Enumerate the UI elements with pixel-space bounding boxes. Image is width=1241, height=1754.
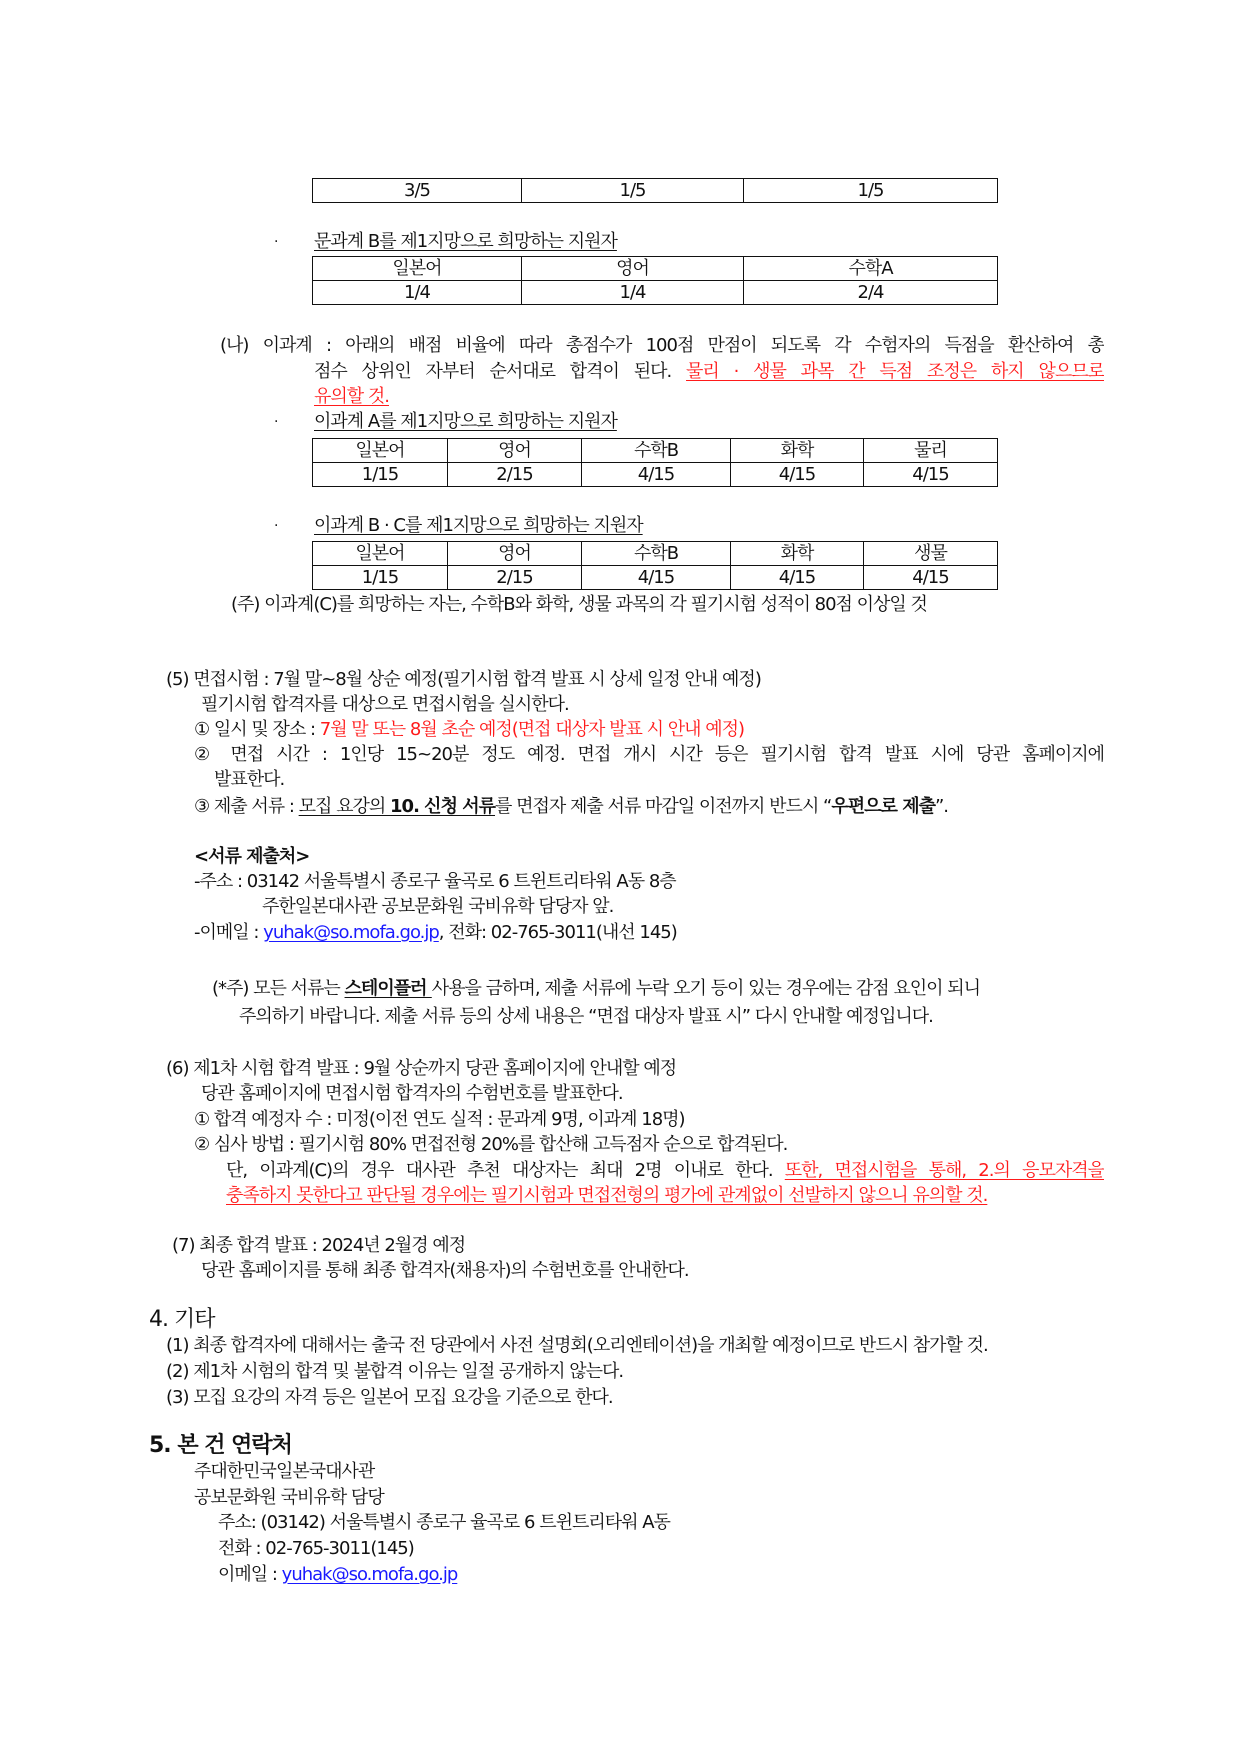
science-bc-label: 이과계 B · C를 제1지망으로 희망하는 지원자: [314, 515, 643, 536]
interview-desc: 필기시험 합격자를 대상으로 면접시험을 실시한다.: [201, 694, 569, 715]
table-cell: 1/5: [744, 179, 998, 203]
note-stapler: 스테이플러: [344, 978, 432, 999]
documents-ref: [299, 796, 495, 817]
science-warning-cont: 유의할 것.: [314, 386, 389, 407]
science-intro-line2: [314, 360, 1104, 384]
bullet: ·: [274, 414, 278, 430]
table-cell: 4/15: [731, 566, 864, 590]
submit-contact: [194, 921, 677, 945]
final-result-desc: 당관 홈페이지를 통해 최종 합격자(채용자)의 수험번호를 안내한다.: [201, 1260, 689, 1281]
table-row: [313, 566, 998, 590]
interview-item-datetime: [194, 718, 744, 742]
etc-item: (1) 최종 합격자에 대해서는 출국 전 당관에서 사전 설명회(오리엔테이션)을 개최할 예정이므로 반드시 참가할 것.: [166, 1335, 988, 1356]
table-cell: 1/15: [313, 463, 448, 487]
table-header: 화학: [731, 439, 864, 463]
bullet: ·: [274, 234, 278, 250]
first-result-item-method: ② 심사 방법 : 필기시험 80% 면접전형 20%를 합산해 고득점자 순으로 합격된다.: [194, 1134, 788, 1155]
interview-item-time-cont: 발표한다.: [214, 769, 285, 790]
item-label: ① 일시 및 장소 :: [194, 719, 320, 740]
table-cell: 4/15: [864, 463, 998, 487]
table-cell: 2/15: [448, 463, 582, 487]
method-warning: 또한, 면접시험을 통해, 2.의 응모자격을: [784, 1160, 1104, 1181]
table-header: 수학B: [582, 542, 731, 566]
email-label: 이메일 :: [218, 1564, 282, 1585]
documents-ref-bold: 10. 신청 서류: [390, 796, 496, 817]
table-header-row: [313, 542, 998, 566]
table-cell: 1/15: [313, 566, 448, 590]
table-row: [313, 179, 998, 203]
email-link[interactable]: yuhak@so.mofa.go.jp: [263, 922, 439, 943]
table-cell: 4/15: [582, 463, 731, 487]
documents-note-cont: 주의하기 바랍니다. 제출 서류 등의 상세 내용은 “면접 대상자 발표 시” 다시 안내할 예정입니다.: [239, 1006, 933, 1027]
table-cell: 1/4: [313, 281, 522, 305]
table-cell: 2/4: [744, 281, 998, 305]
item-value: 7월 말 또는 8월 초순 예정(면접 대상자 발표 시 안내 예정): [319, 719, 745, 740]
first-result-item-count: ① 합격 예정자 수 : 미정(이전 연도 실적 : 문과계 9명, 이과계 18명): [194, 1109, 685, 1130]
final-result-title: (7) 최종 합격 발표 : 2024년 2월경 예정: [172, 1235, 466, 1256]
method-text: 단, 이과계(C)의 경우 대사관 추천 대상자는 최대 2명 이내로 한다.: [226, 1160, 785, 1181]
etc-item: (3) 모집 요강의 자격 등은 일본어 모집 요강을 기준으로 한다.: [166, 1387, 613, 1408]
table-cell: 4/15: [582, 566, 731, 590]
first-result-method-cont: [226, 1159, 1104, 1183]
documents-note: [212, 977, 980, 1001]
science-a-label: 이과계 A를 제1지망으로 희망하는 지원자: [314, 411, 617, 432]
table-header: 수학B: [582, 439, 731, 463]
contact-phone: 전화 : 02-765-3011(145): [218, 1538, 414, 1559]
documents-emphasis: 우편으로 제출: [831, 796, 935, 817]
science-intro-text: 점수 상위인 자부터 순서대로 합격이 된다.: [314, 361, 672, 382]
science-intro-line1: (나) 이과계 : 아래의 배점 비율에 따라 총점수가 100점 만점이 되도록 각 수험자의 득점을 환산하여 총: [220, 335, 1104, 356]
table-header: 영어: [448, 439, 582, 463]
etc-item: (2) 제1차 시험의 합격 및 불합격 이유는 일절 공개하지 않는다.: [166, 1361, 624, 1382]
bullet: ·: [274, 518, 278, 534]
documents-end: ”.: [934, 796, 949, 817]
contact-dept: 공보문화원 국비유학 담당: [194, 1487, 384, 1508]
table-cell: 1/5: [522, 179, 744, 203]
email-label: -이메일 :: [194, 922, 264, 943]
table-header: 일본어: [313, 439, 448, 463]
table-row: [313, 281, 998, 305]
humanities-a-ratio-table: [312, 178, 998, 203]
science-a-ratio-table: [312, 438, 998, 487]
humanities-b-label: 문과계 B를 제1지망으로 희망하는 지원자: [314, 231, 617, 252]
method-warning-cont: 충족하지 못한다고 판단될 경우에는 필기시험과 면접전형의 평가에 관계없이 선발하지 않으니 유의할 것.: [226, 1185, 988, 1206]
table-header: 화학: [731, 542, 864, 566]
submit-heading: <서류 제출처>: [194, 846, 310, 867]
science-bc-ratio-table: [312, 541, 998, 590]
item-label: ③ 제출 서류 :: [194, 796, 299, 817]
table-header: 일본어: [313, 257, 522, 281]
email-link[interactable]: yuhak@so.mofa.go.jp: [281, 1564, 458, 1585]
contact-heading: 5. 본 건 연락처: [149, 1433, 292, 1458]
contact-org: 주대한민국일본국대사관: [194, 1461, 375, 1482]
interview-item-documents: [194, 795, 948, 819]
submit-address-recipient: 주한일본대사관 공보문화원 국비유학 담당자 앞.: [262, 896, 614, 917]
science-warning: 물리 · 생물 과목 간 득점 조정은 하지 않으므로: [686, 361, 1104, 382]
table-cell: 2/15: [448, 566, 582, 590]
note-prefix: (*주) 모든 서류는: [212, 978, 345, 999]
interview-title: (5) 면접시험 : 7월 말~8월 상순 예정(필기시험 합격 발표 시 상세 일정 안내 예정): [166, 669, 761, 690]
first-result-desc: 당관 홈페이지에 면접시험 합격자의 수험번호를 발표한다.: [201, 1083, 623, 1104]
interview-item-time: ② 면접 시간 : 1인당 15~20분 정도 예정. 면접 개시 시간 등은 필기시험 합격 발표 시에 당관 홈페이지에: [194, 744, 1104, 765]
contact-address: 주소: (03142) 서울특별시 종로구 율곡로 6 트윈트리타워 A동: [218, 1512, 670, 1533]
science-c-note: (주) 이과계(C)를 희망하는 자는, 수학B와 화학, 생물 과목의 각 필기시험 성적이 80점 이상일 것: [231, 594, 927, 615]
table-header: 수학A: [744, 257, 998, 281]
table-cell: 4/15: [731, 463, 864, 487]
etc-heading: 4. 기타: [149, 1307, 215, 1332]
table-header: 영어: [448, 542, 582, 566]
table-cell: 3/5: [313, 179, 522, 203]
table-header-row: [313, 439, 998, 463]
phone-text: , 전화: 02-765-3011(내선 145): [438, 922, 677, 943]
table-header-row: [313, 257, 998, 281]
table-row: [313, 463, 998, 487]
contact-email: [218, 1563, 457, 1587]
submit-address: -주소 : 03142 서울특별시 종로구 율곡로 6 트윈트리타워 A동 8층: [194, 871, 676, 892]
table-header: 영어: [522, 257, 744, 281]
documents-ref-text: 모집 요강의: [298, 796, 391, 817]
table-cell: 4/15: [864, 566, 998, 590]
table-header: 일본어: [313, 542, 448, 566]
documents-rest: 를 면접자 제출 서류 마감일 이전까지 반드시 “: [495, 796, 832, 817]
note-rest: 사용을 금하며, 제출 서류에 누락 오기 등이 있는 경우에는 감점 요인이 되니: [431, 978, 981, 999]
table-cell: 1/4: [522, 281, 744, 305]
humanities-b-ratio-table: [312, 256, 998, 305]
table-header: 생물: [864, 542, 998, 566]
first-result-title: (6) 제1차 시험 합격 발표 : 9월 상순까지 당관 홈페이지에 안내할 예정: [166, 1058, 677, 1079]
table-header: 물리: [864, 439, 998, 463]
